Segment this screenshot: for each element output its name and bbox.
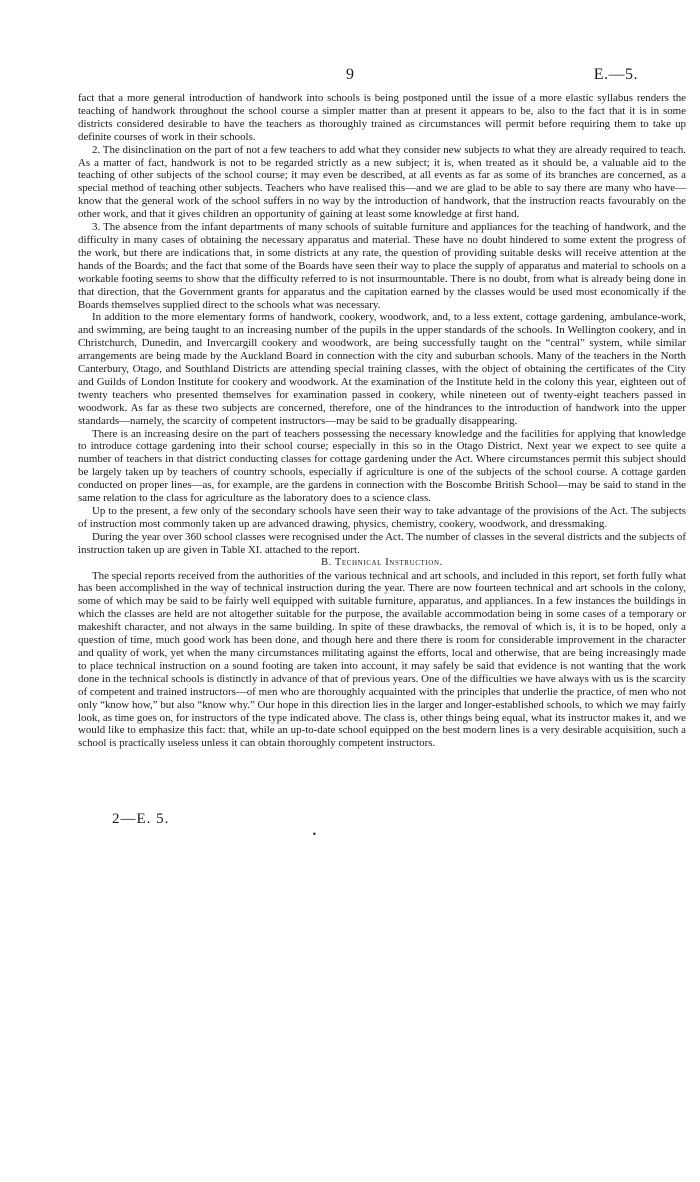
body-text (78, 92, 686, 750)
paragraph-point-2: 2. The disinclination on the part of not a few teachers to add what they consider new subjects to what they are already required to teach. As a matter of fact, handwork is not to be regarded strictly as a new subject; it is, when treated as it should be, a valuable aid to the teaching of other subjects of the school course; it may even be described, at all events as far as some of its branches are concerned, as a special method of teaching other subjects. Teachers who have realised this—and we are glad to be able to say there are many who have—know that the general work of the school suffers in no way by the introduction of handwork, that the instruction reacts favourably on the other work, and that it gives children an opportunity of gaining at least some knowledge at first hand. (78, 143, 686, 221)
document-reference: E.—5. (593, 66, 638, 83)
page-signature: 2—E. 5. (112, 811, 170, 827)
paragraph-secondary-schools: Up to the present, a few only of the secondary schools have seen their way to take advantage of the provisions of the Act. The subjects of instruction most commonly taken up are advanced drawing, physics, chemistry, cookery, woodwork, and dressmaking. (78, 505, 686, 530)
page-number: 9 (346, 66, 354, 83)
section-heading: B. Technical Instruction. (321, 556, 443, 568)
paragraph-school-classes: During the year over 360 school classes were recognised under the Act. The number of classes in the several districts and the subjects of instruction taken up are given in Table XI. attached to the report. (78, 530, 686, 556)
stray-dot-mark: • (312, 830, 317, 839)
paragraph-cottage-gardening: There is an increasing desire on the part of teachers possessing the necessary knowledge and the facilities for applying that knowledge to introduce cottage gardening into their school course; especially in this so in the Otago District. Next year we expect to see quite a number of teachers in that district conducting classes for cottage gardening under the Act. Where circumstances permit this subject should be largely taken up by teachers of country schools, especially if agriculture is one of the subjects of the school course. A cottage garden conducted on proper lines—as, for example, are the gardens in connection with the Boscombe British School—may be said to stand in the same relation to the class for agriculture as the laboratory does to a science class. (78, 427, 686, 505)
paragraph-elementary-handwork: In addition to the more elementary forms of handwork, cookery, woodwork, and, to a less extent, cottage gardening, ambulance-work, and swimming, are being taught to an increasing number of the pupils in the upper standards of the schools. In Wellington cookery, and in Christchurch, Dunedin, and Invercargill cookery and woodwork, are being successfully taught on the “central” system, while similar arrangements are being made by the Auckland Board in connection with the city and suburban schools. Many of the teachers in the North Canterbury, Otago, and Southland Districts are attending special training classes, with the object of obtaining the certificates of the City and Guilds of London Institute for cookery and woodwork. At the examination of the Institute held in the colony this year, eighteen out of twenty teachers who presented themselves for examination passed in cookery, while nineteen out of twenty-eight teachers passed in woodwork. As far as these two subjects are concerned, therefore, one of the hindrances to the introduction of handwork into the upper standards—namely, the scarcity of competent instructors—may be said to be gradually disappearing. (78, 311, 686, 427)
paragraph-technical-instruction: The special reports received from the authorities of the various technical and art schools, and included in this report, set forth fully what has been accomplished in the way of technical instruction during the year. There are now fourteen technical and art schools in the colony, some of which may be said to be fairly well equipped with suitable furniture, apparatus, and appliances. In a few instances the buildings in which the classes are held are not altogether suitable for the purpose, the available accommodation being in some cases of a temporary or makeshift character, and not always in the same building. In spite of these drawbacks, the removal of which is, it is to be hoped, only a question of time, much good work has been done, and though here and there there is room for considerable improvement in the character and quality of work, yet when the many circumstances militating against the efforts, local and otherwise, that are being increasingly made to place technical instruction on a sound footing are taken into account, it may safely be said that evidence is not wanting that the work done in the technical schools is distinctly in advance of that of previous years. One of the difficulties we have always with us is the scarcity of competent and trained instructors—of men who are thoroughly acquainted with the principles that underlie the practice, of men who not only “know how,” but also “know why.” Our hope in this direction lies in the larger and longer-established schools, to which we may fairly look, as time goes on, for instructors of the type indicated above. The class is, other things being equal, what its instructor makes it, and we would like to emphasize this fact: that, while an up-to-date school equipped on the best modern lines is a very desirable acquisition, such a school is practically useless unless it can obtain thoroughly competent instructors. (78, 569, 686, 750)
paragraph-point-3: 3. The absence from the infant departments of many schools of suitable furniture and appliances for the teaching of handwork, and the difficulty in many cases of obtaining the necessary apparatus and material. These have no doubt hindered to some extent the progress of the work, but there are indications that, in some districts at any rate, the question of providing suitable desks will receive attention at the hands of the Boards; and the fact that some of the Boards have seen their way to place the supply of apparatus and material to schools on a workable footing seems to show that the difficulty referred to is not insurmountable. There is no doubt, from what is already being done in that direction, that the Government grants for apparatus and the capitation earned by the classes would be used most economically if the Boards themselves supplied direct to the schools what was necessary. (78, 221, 686, 311)
paragraph-continuation: fact that a more general introduction of handwork into schools is being postponed until the issue of a more elastic syllabus renders the teaching of handwork throughout the school course a simpler matter than at present it appears to be, also to the fact that it is in some districts considered desirable to have the teachers as thoroughly trained as circumstances will permit before requiring them to take up definite courses of work in their schools. (78, 92, 686, 143)
